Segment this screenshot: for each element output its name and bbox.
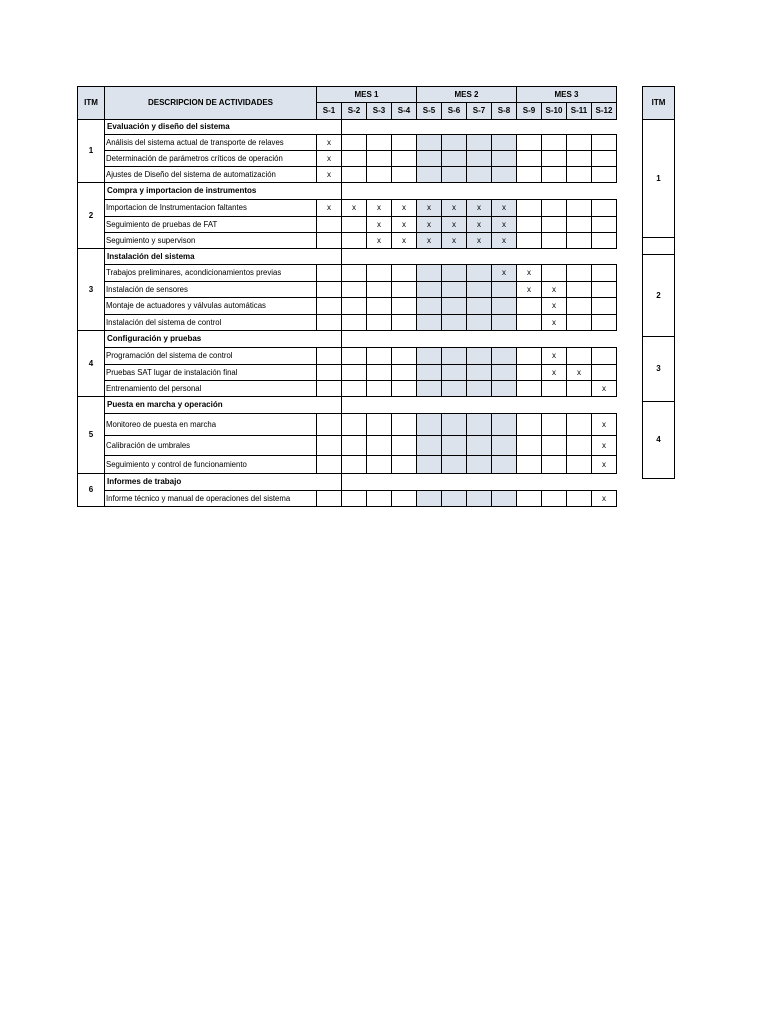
summary-table (642, 86, 675, 479)
week-cell (367, 315, 392, 331)
week-header: S-3 (367, 103, 392, 120)
week-mark: x (467, 233, 492, 249)
week-mark: x (317, 151, 342, 167)
group-title: Puesta en marcha y operación (105, 397, 342, 414)
week-cell (342, 217, 367, 233)
week-cell (467, 381, 492, 397)
week-mark: x (592, 436, 617, 456)
week-header: S-8 (492, 103, 517, 120)
week-cell (492, 135, 517, 151)
month-header: MES 1 (317, 87, 417, 103)
week-cell (492, 167, 517, 183)
group-title: Informes de trabajo (105, 474, 342, 491)
week-cell (467, 365, 492, 381)
week-cell (442, 315, 467, 331)
week-cell (592, 233, 617, 249)
month-header: MES 2 (417, 87, 517, 103)
week-cell (467, 414, 492, 436)
week-mark: x (317, 135, 342, 151)
week-cell (467, 282, 492, 298)
activity-row (78, 135, 617, 151)
week-cell (517, 436, 542, 456)
week-cell (442, 298, 467, 315)
week-cell (592, 365, 617, 381)
week-cell (317, 233, 342, 249)
activity-row (78, 348, 617, 365)
descripcion-header: DESCRIPCION DE ACTIVIDADES (105, 87, 317, 120)
week-mark: x (542, 315, 567, 331)
week-cell (342, 414, 367, 436)
week-cell (392, 436, 417, 456)
week-header: S-6 (442, 103, 467, 120)
week-cell (367, 381, 392, 397)
week-cell (442, 151, 467, 167)
group-title-spacer (342, 331, 617, 348)
week-cell (517, 348, 542, 365)
week-mark: x (517, 265, 542, 282)
week-cell (317, 365, 342, 381)
week-cell (467, 151, 492, 167)
week-cell (392, 381, 417, 397)
week-cell (317, 217, 342, 233)
week-cell (317, 298, 342, 315)
week-cell (592, 200, 617, 217)
week-cell (442, 491, 467, 507)
group-title-spacer (342, 474, 617, 491)
activity-row (78, 167, 617, 183)
week-cell (517, 298, 542, 315)
week-cell (442, 348, 467, 365)
week-cell (542, 233, 567, 249)
week-cell (442, 414, 467, 436)
week-cell (392, 151, 417, 167)
week-cell (592, 135, 617, 151)
week-cell (342, 282, 367, 298)
activity-description: Análisis del sistema actual de transporte de relaves (105, 135, 317, 151)
week-mark: x (492, 200, 517, 217)
week-mark: x (592, 456, 617, 474)
week-cell (467, 436, 492, 456)
week-cell (392, 456, 417, 474)
group-title: Configuración y pruebas (105, 331, 342, 348)
week-cell (567, 135, 592, 151)
month-header: MES 3 (517, 87, 617, 103)
week-cell (567, 151, 592, 167)
week-cell (542, 151, 567, 167)
week-cell (542, 381, 567, 397)
week-cell (517, 456, 542, 474)
summary-itm-number: 1 (643, 120, 675, 238)
group-title-spacer (342, 120, 617, 135)
activity-row (78, 381, 617, 397)
week-cell (442, 456, 467, 474)
schedule-table (77, 86, 617, 507)
activity-description: Seguimiento de pruebas de FAT (105, 217, 317, 233)
week-cell (392, 348, 417, 365)
week-cell (367, 365, 392, 381)
week-cell (417, 491, 442, 507)
activity-row (78, 200, 617, 217)
week-cell (567, 233, 592, 249)
week-cell (342, 365, 367, 381)
group-title: Evaluación y diseño del sistema (105, 120, 342, 135)
week-cell (567, 436, 592, 456)
week-cell (442, 381, 467, 397)
week-cell (417, 456, 442, 474)
week-header: S-11 (567, 103, 592, 120)
group-title-row (78, 183, 617, 200)
activity-row (78, 282, 617, 298)
week-cell (317, 381, 342, 397)
week-cell (592, 167, 617, 183)
week-cell (442, 282, 467, 298)
week-cell (592, 282, 617, 298)
week-cell (517, 491, 542, 507)
week-cell (517, 315, 542, 331)
activity-description: Informe técnico y manual de operaciones del sistema (105, 491, 317, 507)
group-itm-number: 4 (78, 331, 105, 397)
week-cell (592, 298, 617, 315)
group-title-row (78, 397, 617, 414)
summary-blank-cell (643, 238, 675, 255)
week-cell (542, 265, 567, 282)
activity-row (78, 365, 617, 381)
week-mark: x (492, 233, 517, 249)
activity-row (78, 436, 617, 456)
activity-description: Instalación del sistema de control (105, 315, 317, 331)
week-cell (367, 265, 392, 282)
week-cell (492, 436, 517, 456)
week-cell (567, 200, 592, 217)
activity-description: Importacion de Instrumentacion faltantes (105, 200, 317, 217)
week-cell (467, 491, 492, 507)
week-cell (342, 167, 367, 183)
week-cell (442, 135, 467, 151)
week-mark: x (367, 200, 392, 217)
week-cell (467, 167, 492, 183)
week-mark: x (542, 348, 567, 365)
week-cell (567, 217, 592, 233)
week-mark: x (442, 200, 467, 217)
week-cell (542, 167, 567, 183)
week-mark: x (492, 217, 517, 233)
week-cell (417, 414, 442, 436)
week-cell (342, 456, 367, 474)
week-cell (517, 414, 542, 436)
week-mark: x (492, 265, 517, 282)
group-itm-number: 1 (78, 120, 105, 183)
itm-header: ITM (78, 87, 105, 120)
week-cell (567, 167, 592, 183)
week-cell (517, 381, 542, 397)
week-cell (442, 265, 467, 282)
week-cell (442, 436, 467, 456)
group-itm-number: 2 (78, 183, 105, 249)
week-cell (317, 436, 342, 456)
week-cell (342, 298, 367, 315)
week-cell (542, 135, 567, 151)
week-mark: x (367, 217, 392, 233)
week-mark: x (567, 365, 592, 381)
week-mark: x (367, 233, 392, 249)
activity-description: Seguimiento y control de funcionamiento (105, 456, 317, 474)
week-cell (417, 436, 442, 456)
week-cell (567, 265, 592, 282)
week-cell (542, 200, 567, 217)
week-cell (317, 414, 342, 436)
week-cell (517, 135, 542, 151)
summary-itm-header: ITM (643, 87, 675, 120)
activity-description: Calibración de umbrales (105, 436, 317, 456)
week-cell (392, 282, 417, 298)
week-cell (417, 348, 442, 365)
week-cell (417, 167, 442, 183)
week-header: S-9 (517, 103, 542, 120)
activity-description: Montaje de actuadores y válvulas automáticas (105, 298, 317, 315)
week-cell (367, 167, 392, 183)
activity-description: Programación del sistema de control (105, 348, 317, 365)
week-cell (517, 151, 542, 167)
week-mark: x (542, 298, 567, 315)
group-title-row (78, 331, 617, 348)
week-cell (342, 135, 367, 151)
group-itm-number: 3 (78, 249, 105, 331)
week-cell (567, 381, 592, 397)
week-cell (442, 167, 467, 183)
activity-description: Ajustes de Diseño del sistema de automatización (105, 167, 317, 183)
group-itm-number: 5 (78, 397, 105, 474)
group-title-row (78, 249, 617, 265)
activity-description: Seguimiento y supervison (105, 233, 317, 249)
activity-row (78, 151, 617, 167)
week-cell (517, 167, 542, 183)
week-mark: x (542, 282, 567, 298)
week-mark: x (392, 233, 417, 249)
week-cell (567, 414, 592, 436)
week-cell (492, 365, 517, 381)
week-cell (567, 456, 592, 474)
week-cell (467, 135, 492, 151)
week-header: S-4 (392, 103, 417, 120)
week-cell (542, 456, 567, 474)
week-cell (392, 167, 417, 183)
week-cell (367, 282, 392, 298)
week-cell (367, 436, 392, 456)
week-cell (467, 265, 492, 282)
week-mark: x (417, 200, 442, 217)
group-title: Instalación del sistema (105, 249, 342, 265)
group-title-spacer (342, 249, 617, 265)
week-cell (342, 491, 367, 507)
week-cell (592, 151, 617, 167)
week-header: S-12 (592, 103, 617, 120)
week-cell (517, 365, 542, 381)
week-mark: x (467, 217, 492, 233)
summary-itm-number: 3 (643, 337, 675, 402)
week-cell (517, 200, 542, 217)
week-cell (467, 298, 492, 315)
week-cell (317, 315, 342, 331)
week-mark: x (542, 365, 567, 381)
week-cell (392, 265, 417, 282)
week-mark: x (442, 217, 467, 233)
week-cell (592, 348, 617, 365)
week-cell (317, 348, 342, 365)
week-cell (367, 491, 392, 507)
week-cell (517, 233, 542, 249)
week-cell (392, 135, 417, 151)
week-cell (317, 265, 342, 282)
schedule-body (78, 120, 617, 507)
week-cell (417, 151, 442, 167)
week-cell (367, 414, 392, 436)
week-cell (367, 151, 392, 167)
week-cell (442, 365, 467, 381)
week-cell (317, 282, 342, 298)
week-mark: x (417, 233, 442, 249)
week-cell (417, 298, 442, 315)
week-header: S-1 (317, 103, 342, 120)
week-cell (592, 315, 617, 331)
week-cell (542, 491, 567, 507)
week-mark: x (417, 217, 442, 233)
week-mark: x (467, 200, 492, 217)
week-cell (342, 381, 367, 397)
week-cell (392, 315, 417, 331)
activity-row (78, 233, 617, 249)
group-title-row (78, 120, 617, 135)
group-title-spacer (342, 183, 617, 200)
week-header: S-5 (417, 103, 442, 120)
week-cell (592, 217, 617, 233)
week-cell (317, 491, 342, 507)
activity-row (78, 265, 617, 282)
week-cell (417, 282, 442, 298)
week-cell (342, 265, 367, 282)
activity-description: Determinación de parámetros críticos de operación (105, 151, 317, 167)
week-mark: x (317, 200, 342, 217)
week-cell (417, 381, 442, 397)
week-cell (567, 315, 592, 331)
week-cell (517, 217, 542, 233)
week-mark: x (517, 282, 542, 298)
week-cell (317, 456, 342, 474)
week-cell (342, 315, 367, 331)
week-cell (342, 151, 367, 167)
week-header: S-2 (342, 103, 367, 120)
week-cell (542, 414, 567, 436)
week-header: S-7 (467, 103, 492, 120)
activity-row (78, 298, 617, 315)
week-mark: x (342, 200, 367, 217)
week-cell (417, 135, 442, 151)
week-cell (567, 491, 592, 507)
activity-row (78, 491, 617, 507)
week-cell (367, 348, 392, 365)
week-cell (492, 298, 517, 315)
week-cell (342, 436, 367, 456)
week-cell (342, 233, 367, 249)
week-mark: x (592, 414, 617, 436)
week-mark: x (392, 217, 417, 233)
week-cell (392, 414, 417, 436)
activity-row (78, 414, 617, 436)
week-cell (392, 298, 417, 315)
activity-description: Monitoreo de puesta en marcha (105, 414, 317, 436)
group-itm-number: 6 (78, 474, 105, 507)
week-mark: x (442, 233, 467, 249)
week-cell (492, 315, 517, 331)
week-cell (367, 298, 392, 315)
week-cell (542, 217, 567, 233)
week-cell (492, 491, 517, 507)
week-cell (492, 381, 517, 397)
week-cell (392, 365, 417, 381)
week-mark: x (317, 167, 342, 183)
group-title: Compra y importacion de instrumentos (105, 183, 342, 200)
week-cell (417, 315, 442, 331)
week-cell (567, 348, 592, 365)
group-title-row (78, 474, 617, 491)
activity-row (78, 217, 617, 233)
activity-description: Trabajos preliminares, acondicionamientos previas (105, 265, 317, 282)
week-cell (417, 365, 442, 381)
week-cell (542, 436, 567, 456)
week-cell (342, 348, 367, 365)
week-cell (492, 151, 517, 167)
week-cell (467, 315, 492, 331)
week-cell (367, 456, 392, 474)
week-cell (492, 414, 517, 436)
activity-description: Pruebas SAT lugar de instalación final (105, 365, 317, 381)
week-header: S-10 (542, 103, 567, 120)
summary-itm-number: 4 (643, 402, 675, 479)
week-mark: x (592, 381, 617, 397)
week-cell (492, 456, 517, 474)
week-cell (467, 456, 492, 474)
group-title-spacer (342, 397, 617, 414)
week-mark: x (392, 200, 417, 217)
week-cell (492, 282, 517, 298)
week-cell (417, 265, 442, 282)
activity-description: Instalación de sensores (105, 282, 317, 298)
week-mark: x (592, 491, 617, 507)
week-cell (367, 135, 392, 151)
week-cell (492, 348, 517, 365)
week-cell (567, 282, 592, 298)
summary-itm-number: 2 (643, 255, 675, 337)
week-cell (567, 298, 592, 315)
week-cell (392, 491, 417, 507)
activity-row (78, 456, 617, 474)
week-cell (592, 265, 617, 282)
week-cell (467, 348, 492, 365)
activity-description: Entrenamiento del personal (105, 381, 317, 397)
activity-row (78, 315, 617, 331)
